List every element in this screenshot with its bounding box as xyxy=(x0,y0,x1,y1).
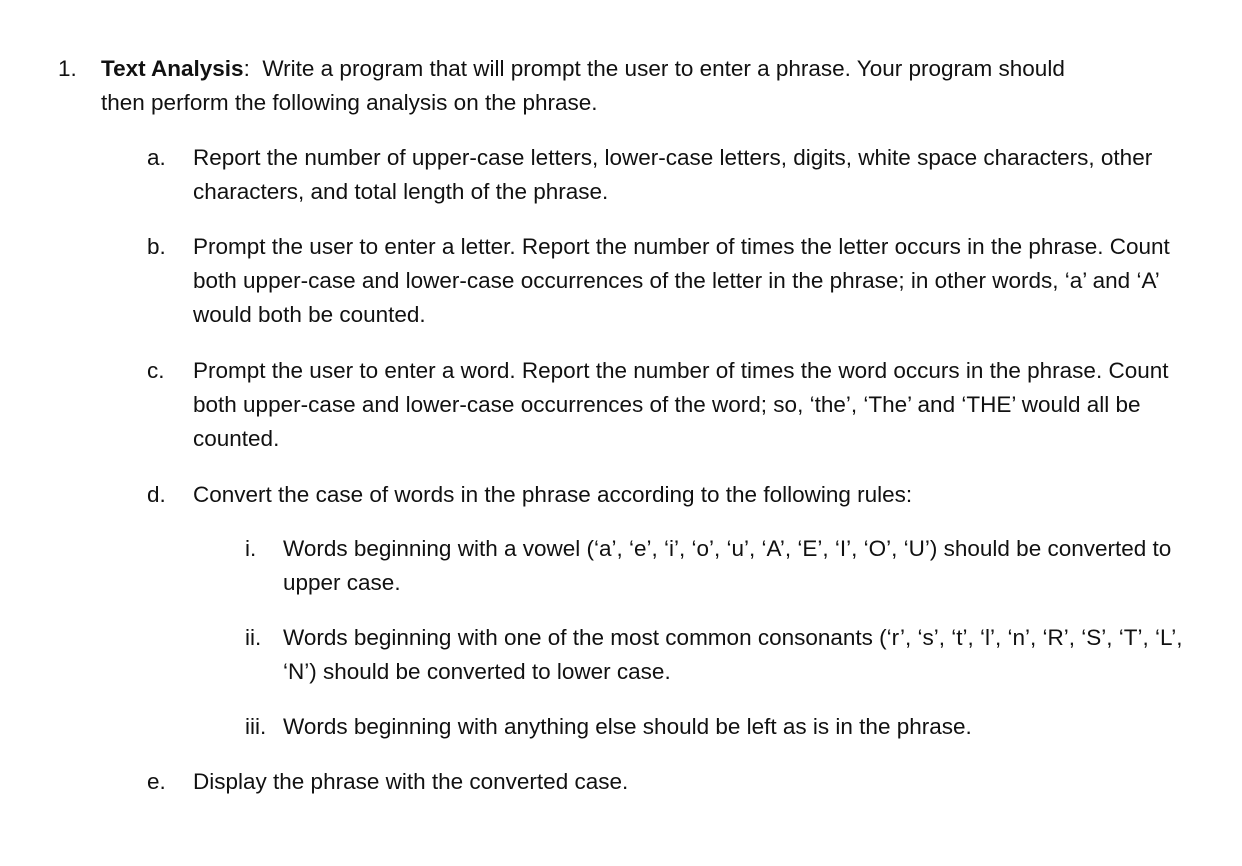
question-heading: Text Analysis xyxy=(101,56,244,81)
sublist-text-ii: Words beginning with one of the most common consonants (‘r’, ‘s’, ‘t’, ‘l’, ‘n’, ‘R’, ‘S’, ‘T’, ‘L’, ‘N’) should be converted to lower case. xyxy=(283,625,1183,684)
list-marker-c: c. xyxy=(147,358,165,383)
list-text-b: Prompt the user to enter a letter. Report the number of times the letter occurs in the phrase. Count both upper-case and lower-case occurrences of the letter in the phrase; in other words, ‘a’ and ‘A’ would both be counted. xyxy=(193,234,1170,327)
list-text-a: Report the number of upper-case letters, lower-case letters, digits, white space characters, other characters, and total length of the phrase. xyxy=(193,145,1153,204)
sublist-marker-iii: iii. xyxy=(245,714,267,739)
list-text-d: Convert the case of words in the phrase according to the following rules: xyxy=(193,482,913,507)
sublist-text-i: Words beginning with a vowel (‘a’, ‘e’, ‘i’, ‘o’, ‘u’, ‘A’, ‘E’, ‘I’, ‘O’, ‘U’) should be converted to upper case. xyxy=(283,536,1172,595)
sublist-marker-ii: ii. xyxy=(245,625,262,650)
list-marker-e: e. xyxy=(147,769,166,794)
question-number: 1. xyxy=(58,56,77,81)
list-marker-b: b. xyxy=(147,234,166,259)
question-intro-line2: then perform the following analysis on the phrase. xyxy=(101,90,598,115)
question-heading-colon: : xyxy=(243,56,250,81)
sublist-marker-i: i. xyxy=(245,536,257,561)
list-marker-d: d. xyxy=(147,482,166,507)
sublist-text-iii: Words beginning with anything else should be left as is in the phrase. xyxy=(283,714,972,739)
question-intro-line1: Write a program that will prompt the user to enter a phrase. Your program should xyxy=(249,56,1065,81)
list-marker-a: a. xyxy=(147,145,166,170)
list-text-e: Display the phrase with the converted case. xyxy=(193,769,629,794)
question-intro xyxy=(101,52,1198,120)
list-text-c: Prompt the user to enter a word. Report the number of times the word occurs in the phrase. Count both upper-case and lower-case occurrences of the word; so, ‘the’, ‘The’ and ‘THE’ would all be counted. xyxy=(193,358,1169,451)
